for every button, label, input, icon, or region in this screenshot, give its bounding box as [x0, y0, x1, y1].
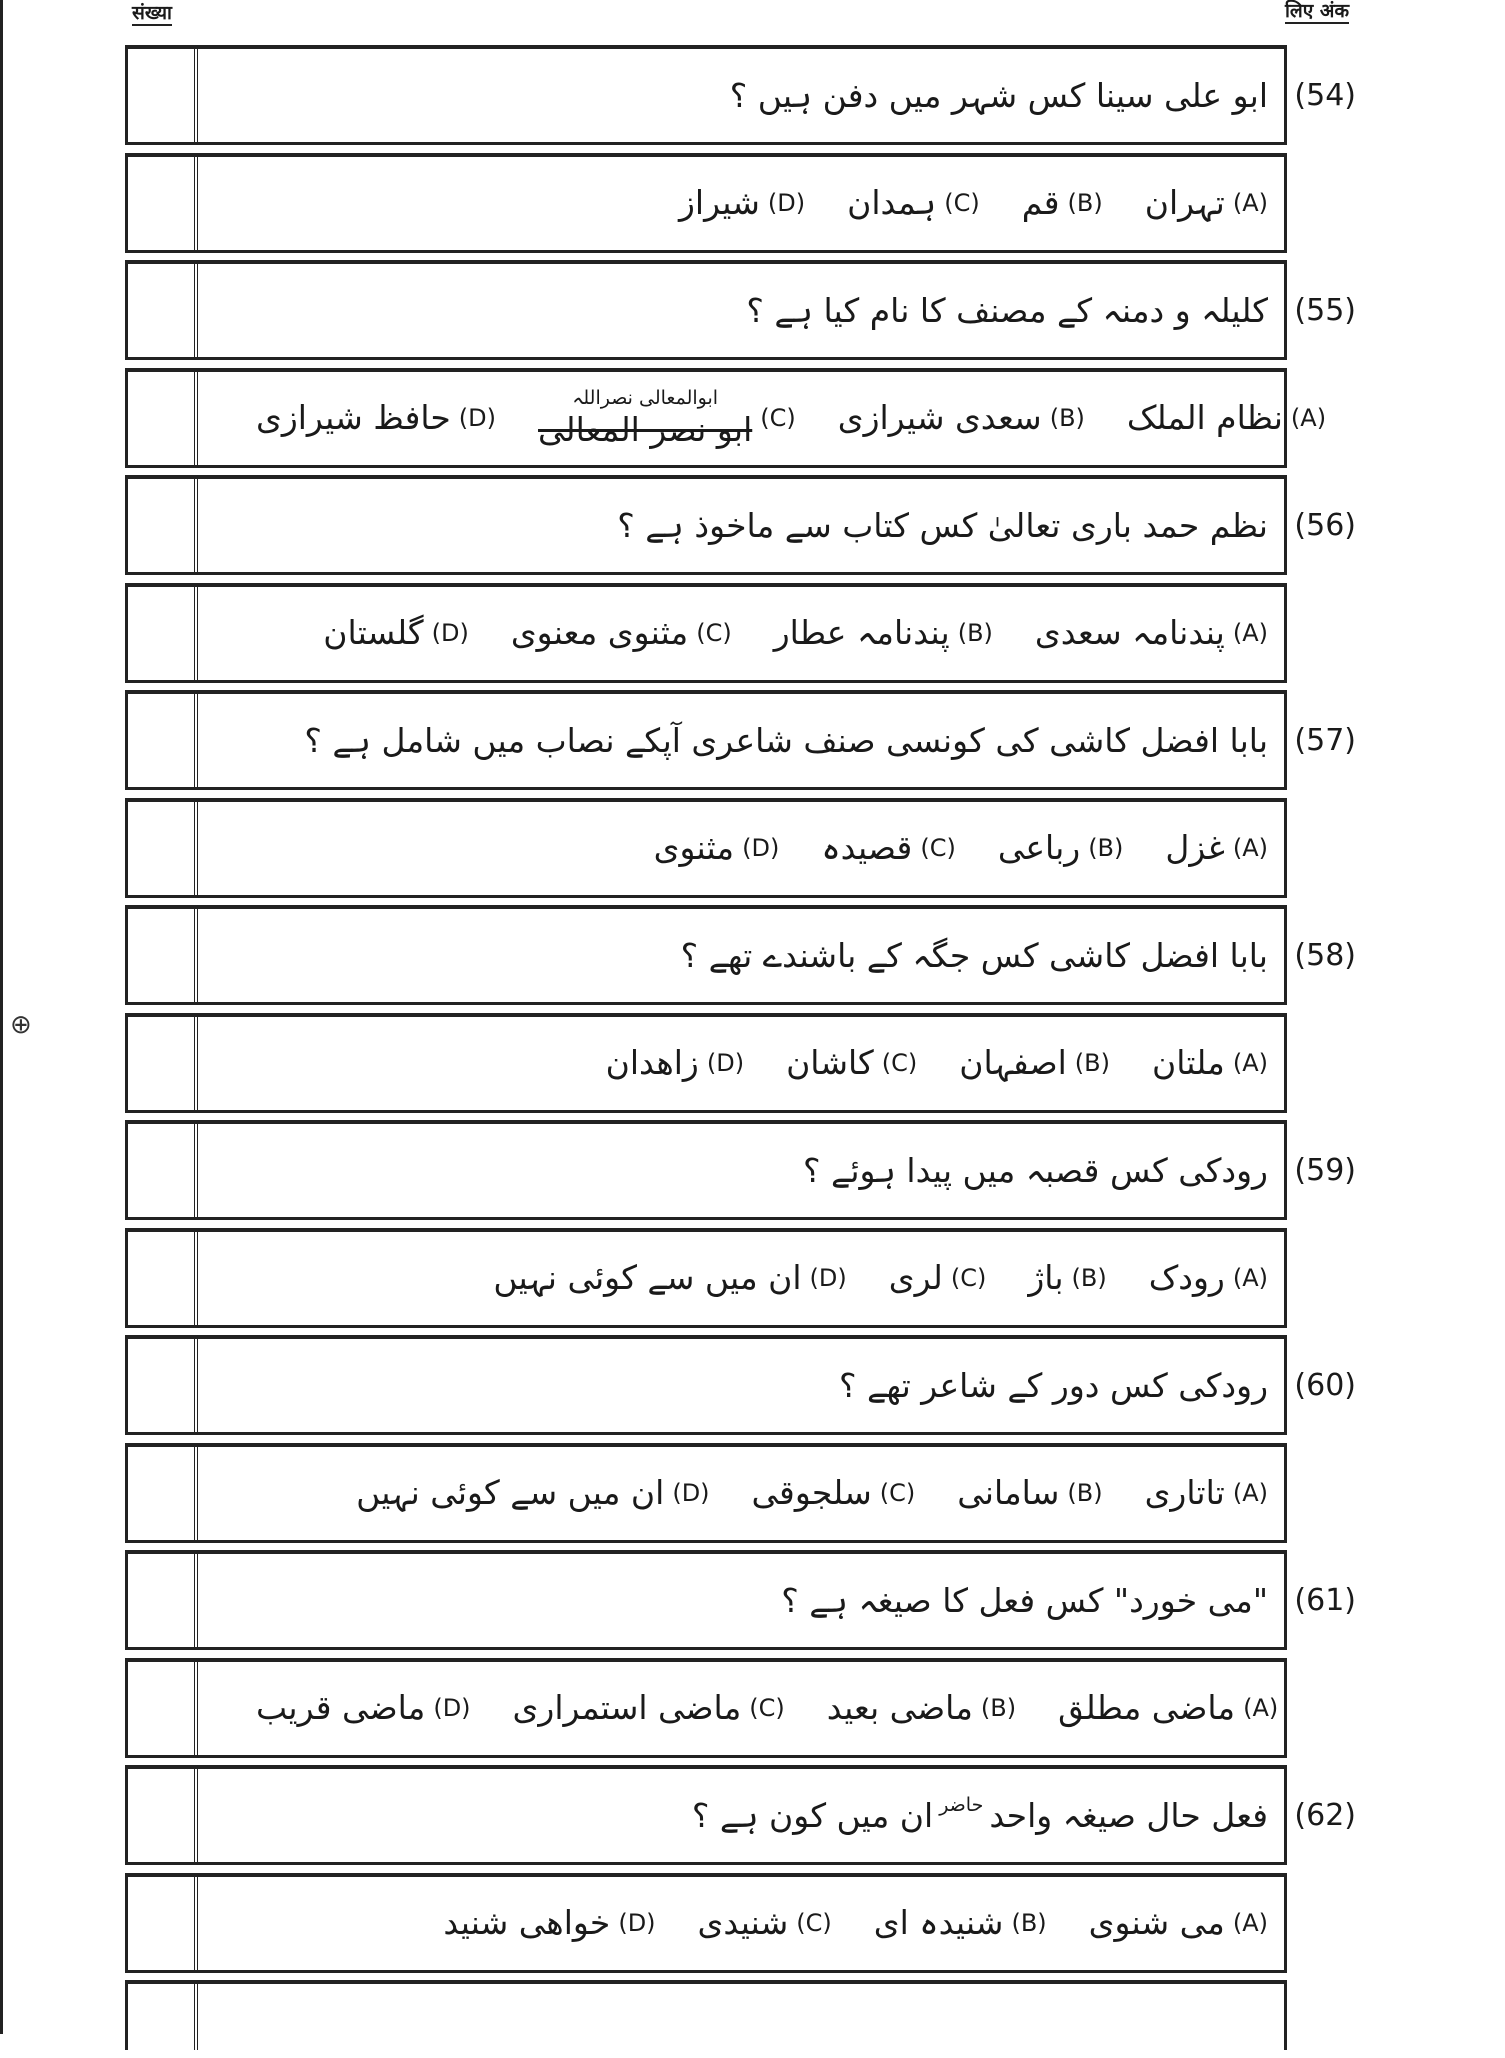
option-text: پندنامہ سعدی — [1034, 613, 1225, 652]
options-cell — [198, 1877, 1284, 1970]
option-letter: (A) — [1243, 1694, 1279, 1722]
question-number: (59) — [1294, 1152, 1356, 1188]
option-letter: (C) — [944, 189, 980, 217]
scan-edge — [0, 0, 3, 2034]
option — [827, 1688, 1016, 1728]
option — [1145, 183, 1268, 223]
marks-cell[interactable] — [128, 1339, 198, 1432]
options-row — [125, 583, 1287, 683]
option-text: قم — [1021, 183, 1060, 222]
question-text-cell — [198, 1339, 1356, 1432]
option — [511, 613, 732, 653]
option-text: ماضی استمراری — [512, 1688, 742, 1727]
option-text: شنیدہ ای — [873, 1903, 1004, 1942]
question-number: (61) — [1294, 1582, 1356, 1618]
option-text: خواھی شنید — [443, 1903, 611, 1942]
option — [838, 398, 1085, 438]
struck-option-text: ابو نصر المعالی — [538, 410, 753, 449]
option-letter: (D) — [618, 1909, 656, 1937]
option — [606, 1043, 744, 1083]
question-text-cell — [198, 909, 1356, 1002]
option-text: غزل — [1165, 828, 1225, 867]
marks-cell[interactable] — [128, 479, 198, 572]
corrected-option — [538, 387, 752, 449]
correction-text: ابوالمعالی نصراللہ — [572, 387, 719, 409]
option-letter: (B) — [1011, 1909, 1047, 1937]
option-text: سلجوقی — [751, 1473, 872, 1512]
option — [698, 1903, 832, 1943]
option-letter: (B) — [1049, 404, 1085, 432]
option — [752, 1473, 916, 1513]
option-text: ماضی قریب — [256, 1688, 426, 1727]
option-text: قصیدہ — [821, 828, 913, 867]
option-letter: (B) — [1074, 1049, 1110, 1077]
option — [1035, 613, 1268, 653]
option-letter: (D) — [809, 1264, 847, 1292]
option — [1089, 1903, 1268, 1943]
marks-cell[interactable] — [128, 694, 198, 787]
option-letter: (C) — [950, 1264, 987, 1292]
option-text: ماضی بعید — [826, 1688, 973, 1727]
option-letter: (B) — [1067, 189, 1103, 217]
options-cell — [198, 157, 1284, 250]
marks-cell[interactable] — [128, 1017, 198, 1110]
question-text: بابا افضل کاشی کی کونسی صنف شاعری آپکے نصاب میں شامل ہے ؟ — [304, 720, 1268, 760]
option-text: سعدی شیرازی — [837, 398, 1042, 437]
option-letter: (C) — [796, 1909, 832, 1937]
marks-cell[interactable] — [128, 1554, 198, 1647]
option-text: سامانی — [957, 1473, 1060, 1512]
option-text: حافظ شیرازی — [256, 398, 451, 437]
option-letter: (D) — [431, 619, 469, 647]
option-letter: (A) — [1232, 619, 1268, 647]
marks-cell[interactable] — [128, 1232, 198, 1325]
option — [654, 828, 780, 868]
question-text-cell — [198, 49, 1356, 142]
option-text: شیراز — [678, 183, 760, 222]
question-row — [125, 905, 1356, 1005]
option-letter: (B) — [1088, 834, 1124, 862]
option — [774, 613, 993, 653]
options-row — [125, 1873, 1287, 1973]
option-text: شنیدی — [697, 1903, 789, 1942]
question-row — [125, 45, 1356, 145]
options-row — [125, 1658, 1287, 1758]
option-text: رودک — [1148, 1258, 1225, 1297]
option — [1028, 1258, 1106, 1298]
question-row — [125, 260, 1356, 360]
option — [1149, 1258, 1268, 1298]
marks-cell[interactable] — [128, 1769, 198, 1862]
option-letter: (D) — [706, 1049, 745, 1077]
option-text: زاھدان — [605, 1043, 699, 1082]
question-text: ابو علی سینا کس شہر میں دفن ہیں ؟ — [729, 75, 1268, 115]
question-row — [125, 1120, 1356, 1220]
option — [1152, 1043, 1268, 1083]
option — [889, 1258, 987, 1298]
option-text: تہران — [1144, 183, 1225, 222]
question-row — [125, 690, 1356, 790]
option-letter: (A) — [1290, 404, 1327, 432]
option-text: تاتاری — [1144, 1473, 1225, 1512]
question-text: "می خورد" کس فعل کا صیغہ ہے ؟ — [781, 1580, 1268, 1620]
option-text: پندنامہ عطار — [773, 613, 950, 652]
option — [847, 183, 980, 223]
marks-cell[interactable] — [128, 802, 198, 895]
option-letter: (C) — [920, 834, 956, 862]
options-row — [125, 1443, 1287, 1543]
question-text-part: فعل حال صیغہ واحد — [989, 1795, 1268, 1835]
option-letter: (B) — [980, 1694, 1017, 1722]
options-cell — [198, 1447, 1284, 1540]
empty-row — [125, 1980, 1287, 2050]
option-text: ان میں سے کوئی نہیں — [356, 1473, 665, 1512]
marks-cell[interactable] — [128, 157, 198, 250]
question-table — [125, 45, 1356, 2058]
question-text-cell — [198, 1769, 1356, 1862]
option — [957, 1473, 1102, 1513]
question-text-cell — [198, 479, 1356, 572]
question-text-cell — [198, 694, 1356, 787]
option — [256, 1688, 471, 1728]
option-letter: (A) — [1232, 834, 1268, 862]
option-text: ماضی مطلق — [1058, 1688, 1236, 1727]
marks-cell[interactable] — [128, 1124, 198, 1217]
option-letter: (D) — [433, 1694, 471, 1722]
option-letter: (A) — [1232, 1049, 1268, 1077]
option — [821, 828, 956, 868]
option-text: ملتان — [1151, 1043, 1225, 1082]
option — [443, 1903, 655, 1943]
options-cell — [198, 1662, 1294, 1755]
option-letter: (A) — [1232, 1909, 1268, 1937]
option-text: می شنوی — [1088, 1903, 1225, 1942]
option-letter: (C) — [749, 1694, 785, 1722]
option — [1058, 1688, 1278, 1728]
option-text: باژ — [1028, 1258, 1064, 1297]
header-left-label: संख्या — [132, 2, 172, 24]
marks-cell[interactable] — [128, 1662, 198, 1755]
option-text: مثنوی معنوی — [510, 613, 689, 652]
question-number: (62) — [1294, 1797, 1356, 1833]
options-row — [125, 153, 1287, 253]
marks-cell[interactable] — [128, 372, 198, 465]
option — [1165, 828, 1268, 868]
option-letter: (A) — [1232, 189, 1268, 217]
option-letter: (C) — [879, 1479, 916, 1507]
option — [786, 1043, 917, 1083]
question-text: کلیلہ و دمنہ کے مصنف کا نام کیا ہے ؟ — [746, 290, 1268, 330]
option — [874, 1903, 1047, 1943]
option-letter: (D) — [458, 404, 497, 432]
option-letter: (A) — [1232, 1264, 1268, 1292]
question-number: (54) — [1294, 77, 1356, 113]
question-number: (60) — [1294, 1367, 1356, 1403]
question-text: رودکی کس قصبہ میں پیدا ہوئے ؟ — [803, 1150, 1268, 1190]
option — [356, 1473, 709, 1513]
question-text-cell — [198, 1554, 1356, 1647]
marks-cell[interactable] — [128, 1984, 198, 2050]
option — [1127, 398, 1326, 438]
option-letter: (D) — [767, 189, 806, 217]
option — [1022, 183, 1103, 223]
question-row — [125, 1550, 1356, 1650]
option — [1145, 1473, 1268, 1513]
question-row — [125, 1335, 1356, 1435]
marks-cell[interactable] — [128, 49, 198, 142]
marks-cell[interactable] — [128, 264, 198, 357]
option-text: لری — [888, 1258, 943, 1297]
options-row — [125, 1013, 1287, 1113]
question-text: رودکی کس دور کے شاعر تھے ؟ — [839, 1365, 1268, 1405]
option-letter: (C) — [696, 619, 732, 647]
insertion-wrap — [939, 1794, 983, 1838]
question-text-cell — [198, 1124, 1356, 1217]
inserted-word: حاضر — [939, 1793, 984, 1816]
question-text-cell — [198, 264, 1356, 357]
options-row — [125, 368, 1327, 468]
option-text: اصفہان — [959, 1043, 1067, 1082]
option-text: رباعی — [997, 828, 1081, 867]
marks-cell[interactable] — [128, 587, 198, 680]
question-number: (57) — [1294, 722, 1356, 758]
question-row — [125, 1765, 1356, 1865]
options-cell — [198, 1017, 1284, 1110]
option-text: کاشان — [786, 1043, 874, 1082]
option-letter: (D) — [742, 834, 780, 862]
option-text: ان میں سے کوئی نہیں — [493, 1258, 802, 1297]
option-letter: (D) — [672, 1479, 710, 1507]
option — [679, 183, 805, 223]
option-text: مثنوی — [653, 828, 735, 867]
empty-text-cell — [198, 1984, 1284, 2050]
option-text: گلستان — [323, 613, 424, 652]
option — [998, 828, 1124, 868]
options-cell — [198, 1232, 1284, 1325]
option-letter: (B) — [1067, 1479, 1103, 1507]
question-number: (55) — [1294, 292, 1356, 328]
option-text: ہمدان — [847, 183, 937, 222]
options-row — [125, 1228, 1287, 1328]
option-letter: (B) — [1071, 1264, 1107, 1292]
option-letter: (B) — [957, 619, 993, 647]
question-text-part: ان میں کون ہے ؟ — [691, 1795, 934, 1835]
option — [493, 1258, 846, 1298]
question-row — [125, 475, 1356, 575]
options-cell — [198, 802, 1284, 895]
registration-mark-icon: ⊕ — [10, 1010, 32, 1040]
option-letter: (A) — [1232, 1479, 1268, 1507]
marks-cell[interactable] — [128, 1877, 198, 1970]
question-text: بابا افضل کاشی کس جگہ کے باشندے تھے ؟ — [680, 935, 1268, 975]
option — [323, 613, 469, 653]
options-row — [125, 798, 1287, 898]
option — [959, 1043, 1110, 1083]
option — [513, 1688, 785, 1728]
marks-cell[interactable] — [128, 1447, 198, 1540]
option-text: نظام الملک — [1126, 398, 1283, 437]
options-cell — [198, 587, 1284, 680]
header-right-label: लिए अंक — [1285, 0, 1350, 22]
option — [538, 387, 796, 449]
question-number: (58) — [1294, 937, 1356, 973]
option — [256, 398, 496, 438]
option-letter: (C) — [881, 1049, 918, 1077]
marks-cell[interactable] — [128, 909, 198, 1002]
options-cell — [198, 372, 1342, 465]
option-letter: (C) — [760, 404, 796, 432]
question-number: (56) — [1294, 507, 1356, 543]
question-text: نظم حمد باری تعالیٰ کس کتاب سے ماخوذ ہے ؟ — [617, 505, 1268, 545]
